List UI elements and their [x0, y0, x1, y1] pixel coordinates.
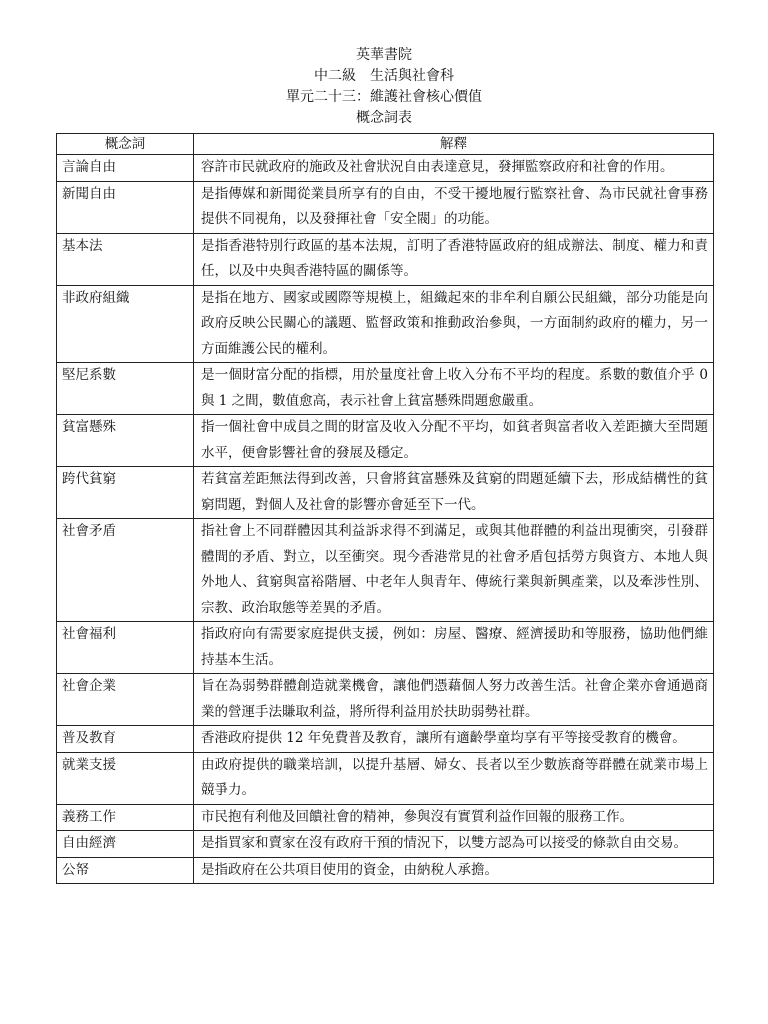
term-cell: 社會矛盾	[57, 519, 194, 622]
term-cell: 社會福利	[57, 622, 194, 674]
document-title: 概念詞表	[356, 110, 412, 126]
term-cell: 義務工作	[57, 804, 194, 831]
definition-cell: 是一個財富分配的指標，用於量度社會上收入分布不平均的程度。系數的數值介乎 0 與 1 之間，數值愈高，表示社會上貧富懸殊問題愈嚴重。	[194, 363, 714, 415]
glossary-table	[56, 133, 714, 884]
definition-column-header: 解釋	[194, 134, 714, 155]
table-row	[57, 622, 714, 674]
table-row	[57, 726, 714, 753]
definition-cell: 是指買家和賣家在沒有政府干預的情況下，以雙方認為可以接受的條款自由交易。	[194, 831, 714, 858]
table-row	[57, 804, 714, 831]
term-cell: 堅尼系數	[57, 363, 194, 415]
table-row	[57, 467, 714, 519]
table-row	[57, 857, 714, 884]
table-row	[57, 415, 714, 467]
definition-cell: 是指在地方、國家或國際等規模上，組織起來的非牟利自願公民組織，部分功能是向政府反映公民關心的議題、監督政策和推動政治參與，一方面制約政府的權力，另一方面維護公民的權利。	[194, 285, 714, 363]
term-cell: 就業支援	[57, 752, 194, 804]
form-subject: 中二級 生活與社會科	[314, 68, 454, 84]
definition-cell: 指一個社會中成員之間的財富及收入分配不平均，如貧者與富者收入差距擴大至問題水平，便會影響社會的發展及穩定。	[194, 415, 714, 467]
term-cell: 自由經濟	[57, 831, 194, 858]
term-cell: 言論自由	[57, 155, 194, 182]
term-column-header: 概念詞	[57, 134, 194, 155]
table-row	[57, 674, 714, 726]
definition-cell: 香港政府提供 12 年免費普及教育，讓所有適齡學童均享有平等接受教育的機會。	[194, 726, 714, 753]
table-row	[57, 285, 714, 363]
definition-cell: 是指傳媒和新聞從業員所享有的自由，不受干擾地履行監察社會、為市民就社會事務提供不同視角，以及發揮社會「安全閥」的功能。	[194, 181, 714, 233]
table-row	[57, 831, 714, 858]
term-cell: 公帑	[57, 857, 194, 884]
definition-cell: 指社會上不同群體因其利益訴求得不到滿足，或與其他群體的利益出現衝突，引發群體間的矛盾、對立，以至衝突。現今香港常見的社會矛盾包括勞方與資方、本地人與外地人、貧窮與富裕階層、中老年人與青年、傳統行業與新興產業，以及牽涉性別、宗教、政治取態等差異的矛盾。	[194, 519, 714, 622]
term-cell: 非政府組織	[57, 285, 194, 363]
table-row	[57, 363, 714, 415]
unit-title: 單元二十三：維護社會核心價值	[286, 89, 482, 105]
term-cell: 社會企業	[57, 674, 194, 726]
definition-cell: 指政府向有需要家庭提供支援，例如：房屋、醫療、經濟援助和等服務，協助他們維持基本生活。	[194, 622, 714, 674]
table-row	[57, 752, 714, 804]
definition-cell: 旨在為弱勢群體創造就業機會，讓他們憑藉個人努力改善生活。社會企業亦會通過商業的營運手法賺取利益，將所得利益用於扶助弱勢社群。	[194, 674, 714, 726]
school-name: 英華書院	[356, 47, 412, 63]
definition-cell: 是指政府在公共項目使用的資金，由納稅人承擔。	[194, 857, 714, 884]
term-cell: 普及教育	[57, 726, 194, 753]
term-cell: 貧富懸殊	[57, 415, 194, 467]
table-row	[57, 519, 714, 622]
definition-cell: 容許市民就政府的施政及社會狀況自由表達意見，發揮監察政府和社會的作用。	[194, 155, 714, 182]
document-header	[0, 45, 768, 129]
term-cell: 跨代貧窮	[57, 467, 194, 519]
table-header-row	[57, 134, 714, 155]
definition-cell: 若貧富差距無法得到改善，只會將貧富懸殊及貧窮的問題延續下去，形成結構性的貧窮問題，對個人及社會的影響亦會延至下一代。	[194, 467, 714, 519]
definition-cell: 是指香港特別行政區的基本法規，訂明了香港特區政府的組成辦法、制度、權力和責任，以及中央與香港特區的關係等。	[194, 233, 714, 285]
term-cell: 新聞自由	[57, 181, 194, 233]
table-row	[57, 155, 714, 182]
table-row	[57, 181, 714, 233]
definition-cell: 由政府提供的職業培訓，以提升基層、婦女、長者以至少數族裔等群體在就業市場上競爭力。	[194, 752, 714, 804]
term-cell: 基本法	[57, 233, 194, 285]
table-row	[57, 233, 714, 285]
definition-cell: 市民抱有利他及回饋社會的精神，參與沒有實質利益作回報的服務工作。	[194, 804, 714, 831]
